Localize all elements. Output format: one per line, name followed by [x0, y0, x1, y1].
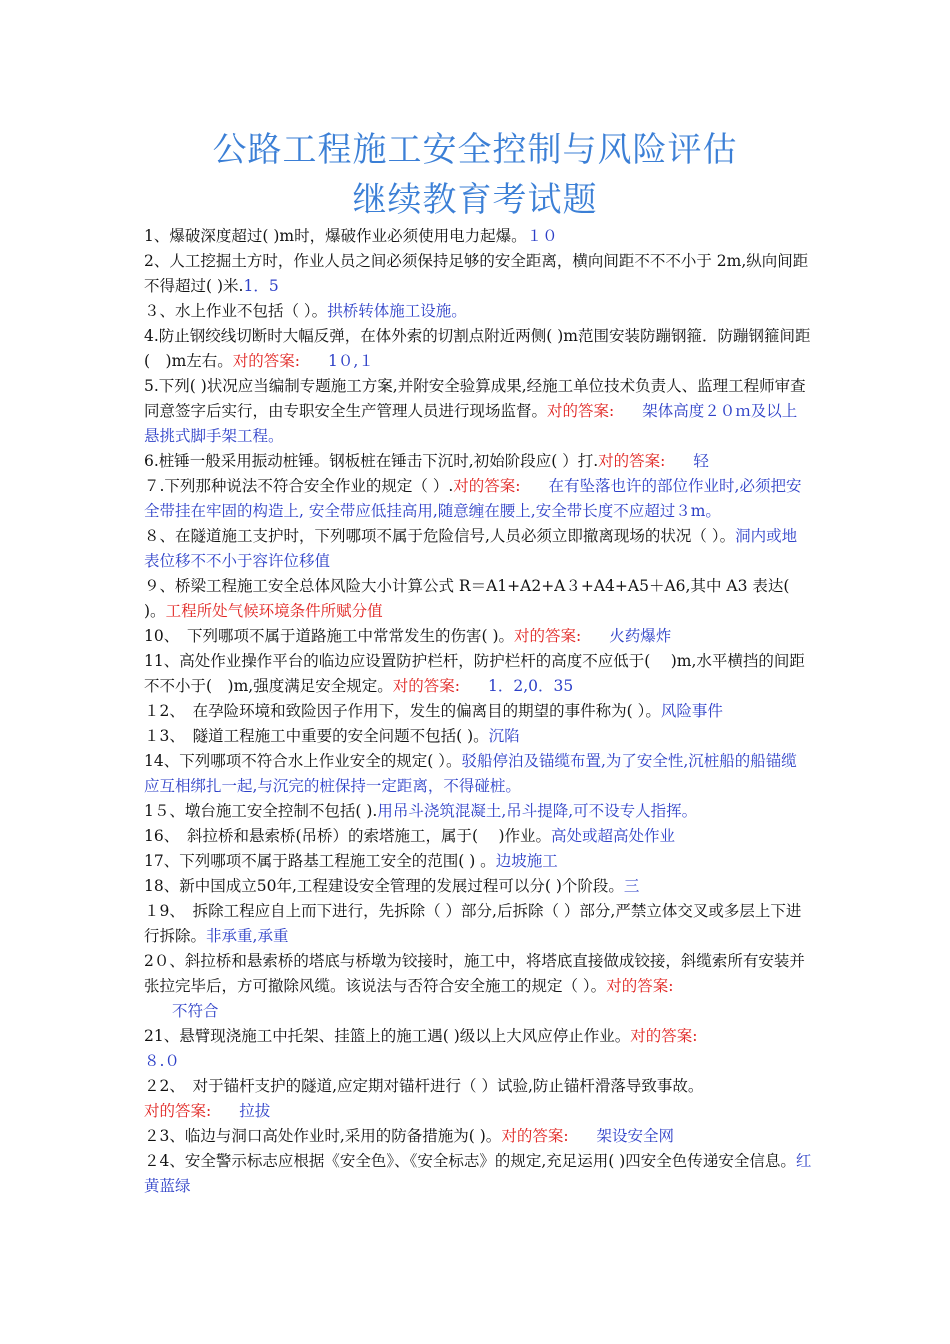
- answer-label: 对的答案:: [392, 677, 460, 695]
- question-item: 16、 斜拉桥和悬索桥(吊桥）的索塔施工，属于( )作业。高处或超高处作业: [144, 827, 676, 845]
- answer-label: 对的答案:: [630, 1027, 698, 1045]
- question-item: １3、 隧道工程施工中重要的安全问题不包括( )。沉陷: [144, 727, 520, 745]
- question-item: 1５、墩台施工安全控制不包括( ).用吊斗浇筑混凝土,吊斗提降,可不设专人指挥。: [144, 802, 698, 820]
- question-item: 1、爆破深度超过( )m时，爆破作业必须使用电力起爆。１０: [144, 227, 558, 245]
- answer-label: 对的答案:: [547, 402, 615, 420]
- answer-label: 对的答案:: [598, 452, 666, 470]
- question-item: 18、新中国成立50年,工程建设安全管理的发展过程可以分( )个阶段。三: [144, 877, 640, 895]
- question-item: ２2、 对于锚杆支护的隧道,应定期对锚杆进行（ ）试验,防止锚杆滑落导致事故。 对的答案: 拉拔: [144, 1077, 704, 1120]
- question-item: 4.防止钢绞线切断时大幅反弹，在体外索的切割点附近两侧( )m范围安装防蹦钢箍．防蹦钢箍间距( )m左右。对的答案: 1０,１: [144, 327, 811, 370]
- question-item: 21、悬臂现浇施工中托架、挂篮上的施工遇( )级以上大风应停止作业。对的答案: ８.０: [144, 1027, 698, 1070]
- question-list: [144, 224, 812, 1199]
- question-item: ７.下列那种说法不符合安全作业的规定（ ）.对的答案: 在有坠落也许的部位作业时,必须把安全带挂在牢固的构造上, 安全带应低挂高用,随意缠在腰上,安全带长度不应超过３m。: [144, 477, 802, 520]
- question-item: 10、 下列哪项不属于道路施工中常常发生的伤害( )。对的答案: 火药爆炸: [144, 627, 672, 645]
- question-item: 2、人工挖掘土方时，作业人员之间必须保持足够的安全距离，横向间距不不不小于 2m,纵向间距不得超过( )米.1．5: [144, 252, 809, 295]
- page-title: 公路工程施工安全控制与风险评估: [212, 130, 738, 170]
- question-item: 17、下列哪项不属于路基工程施工安全的范围( ) 。边坡施工: [144, 852, 558, 870]
- question-item: １2、 在孕险环境和致险因子作用下，发生的偏离目的期望的事件称为( ）。风险事件: [144, 702, 723, 720]
- question-item: ８、在隧道施工支护时，下列哪项不属于危险信号,人员必须立即撤离现场的状况（ ）。洞内或地表位移不不小于容许位移值: [144, 527, 798, 570]
- answer-label: 对的答案:: [453, 477, 521, 495]
- answer-label: 对的答案:: [606, 977, 674, 995]
- answer-label: 对的答案:: [144, 1102, 212, 1120]
- answer-label: 对的答案:: [232, 352, 301, 370]
- question-item: 5.下列( )状况应当编制专题施工方案,并附安全验算成果,经施工单位技术负责人、监理工程师审查同意签字后实行，由专职安全生产管理人员进行现场监督。对的答案: 架体高度２０ｍ及以上悬挑式脚手架工程。: [144, 377, 806, 445]
- answer-label: 对的答案:: [501, 1127, 569, 1145]
- answer-label: 对的答案:: [514, 627, 582, 645]
- question-item: 2０、斜拉桥和悬索桥的塔底与桥墩为铰接时，施工中，将塔底直接做成铰接，斜缆索所有安装并张拉完毕后，方可撤除风缆。该说法与否符合安全施工的规定（ ）。对的答案: 不符合: [144, 952, 805, 1020]
- question-item: １9、 拆除工程应自上而下进行，先拆除（ ）部分,后拆除（ ）部分,严禁立体交叉或多层上下进行拆除。非承重,承重: [144, 902, 802, 945]
- question-item: ３、水上作业不包括（ ）。拱桥转体施工设施。: [144, 302, 467, 320]
- question-item: ２3、临边与洞口高处作业时,采用的防备措施为( )。对的答案: 架设安全网: [144, 1127, 675, 1145]
- question-item: 6.桩锤一般采用振动桩锤。钢板桩在锤击下沉时,初始阶段应( ）打.对的答案: 轻: [144, 452, 709, 470]
- question-item: 14、下列哪项不符合水上作业安全的规定( ）。驳船停泊及锚缆布置,为了安全性,沉桩船的船锚缆应互相绑扎一起,与沉完的桩保持一定距离，不得碰桩。: [144, 752, 797, 795]
- question-item: 11、高处作业操作平台的临边应设置防护栏杆，防护栏杆的高度不应低于( )m,水平横挡的间距不不小于( )m,强度满足安全规定。对的答案: 1．2,0．35: [144, 652, 805, 695]
- question-item: ９、桥梁工程施工安全总体风险大小计算公式 R＝A1+A2+A３+A4+A5＋A6,其中 A3 表达( )。工程所处气候环境条件所赋分值: [144, 577, 790, 620]
- page-subtitle: 继续教育考试题: [352, 180, 598, 220]
- question-item: ２4、安全警示标志应根据《安全色》、《安全标志》的规定,充足运用( )四安全色传递安全信息。红黄蓝绿: [144, 1152, 812, 1195]
